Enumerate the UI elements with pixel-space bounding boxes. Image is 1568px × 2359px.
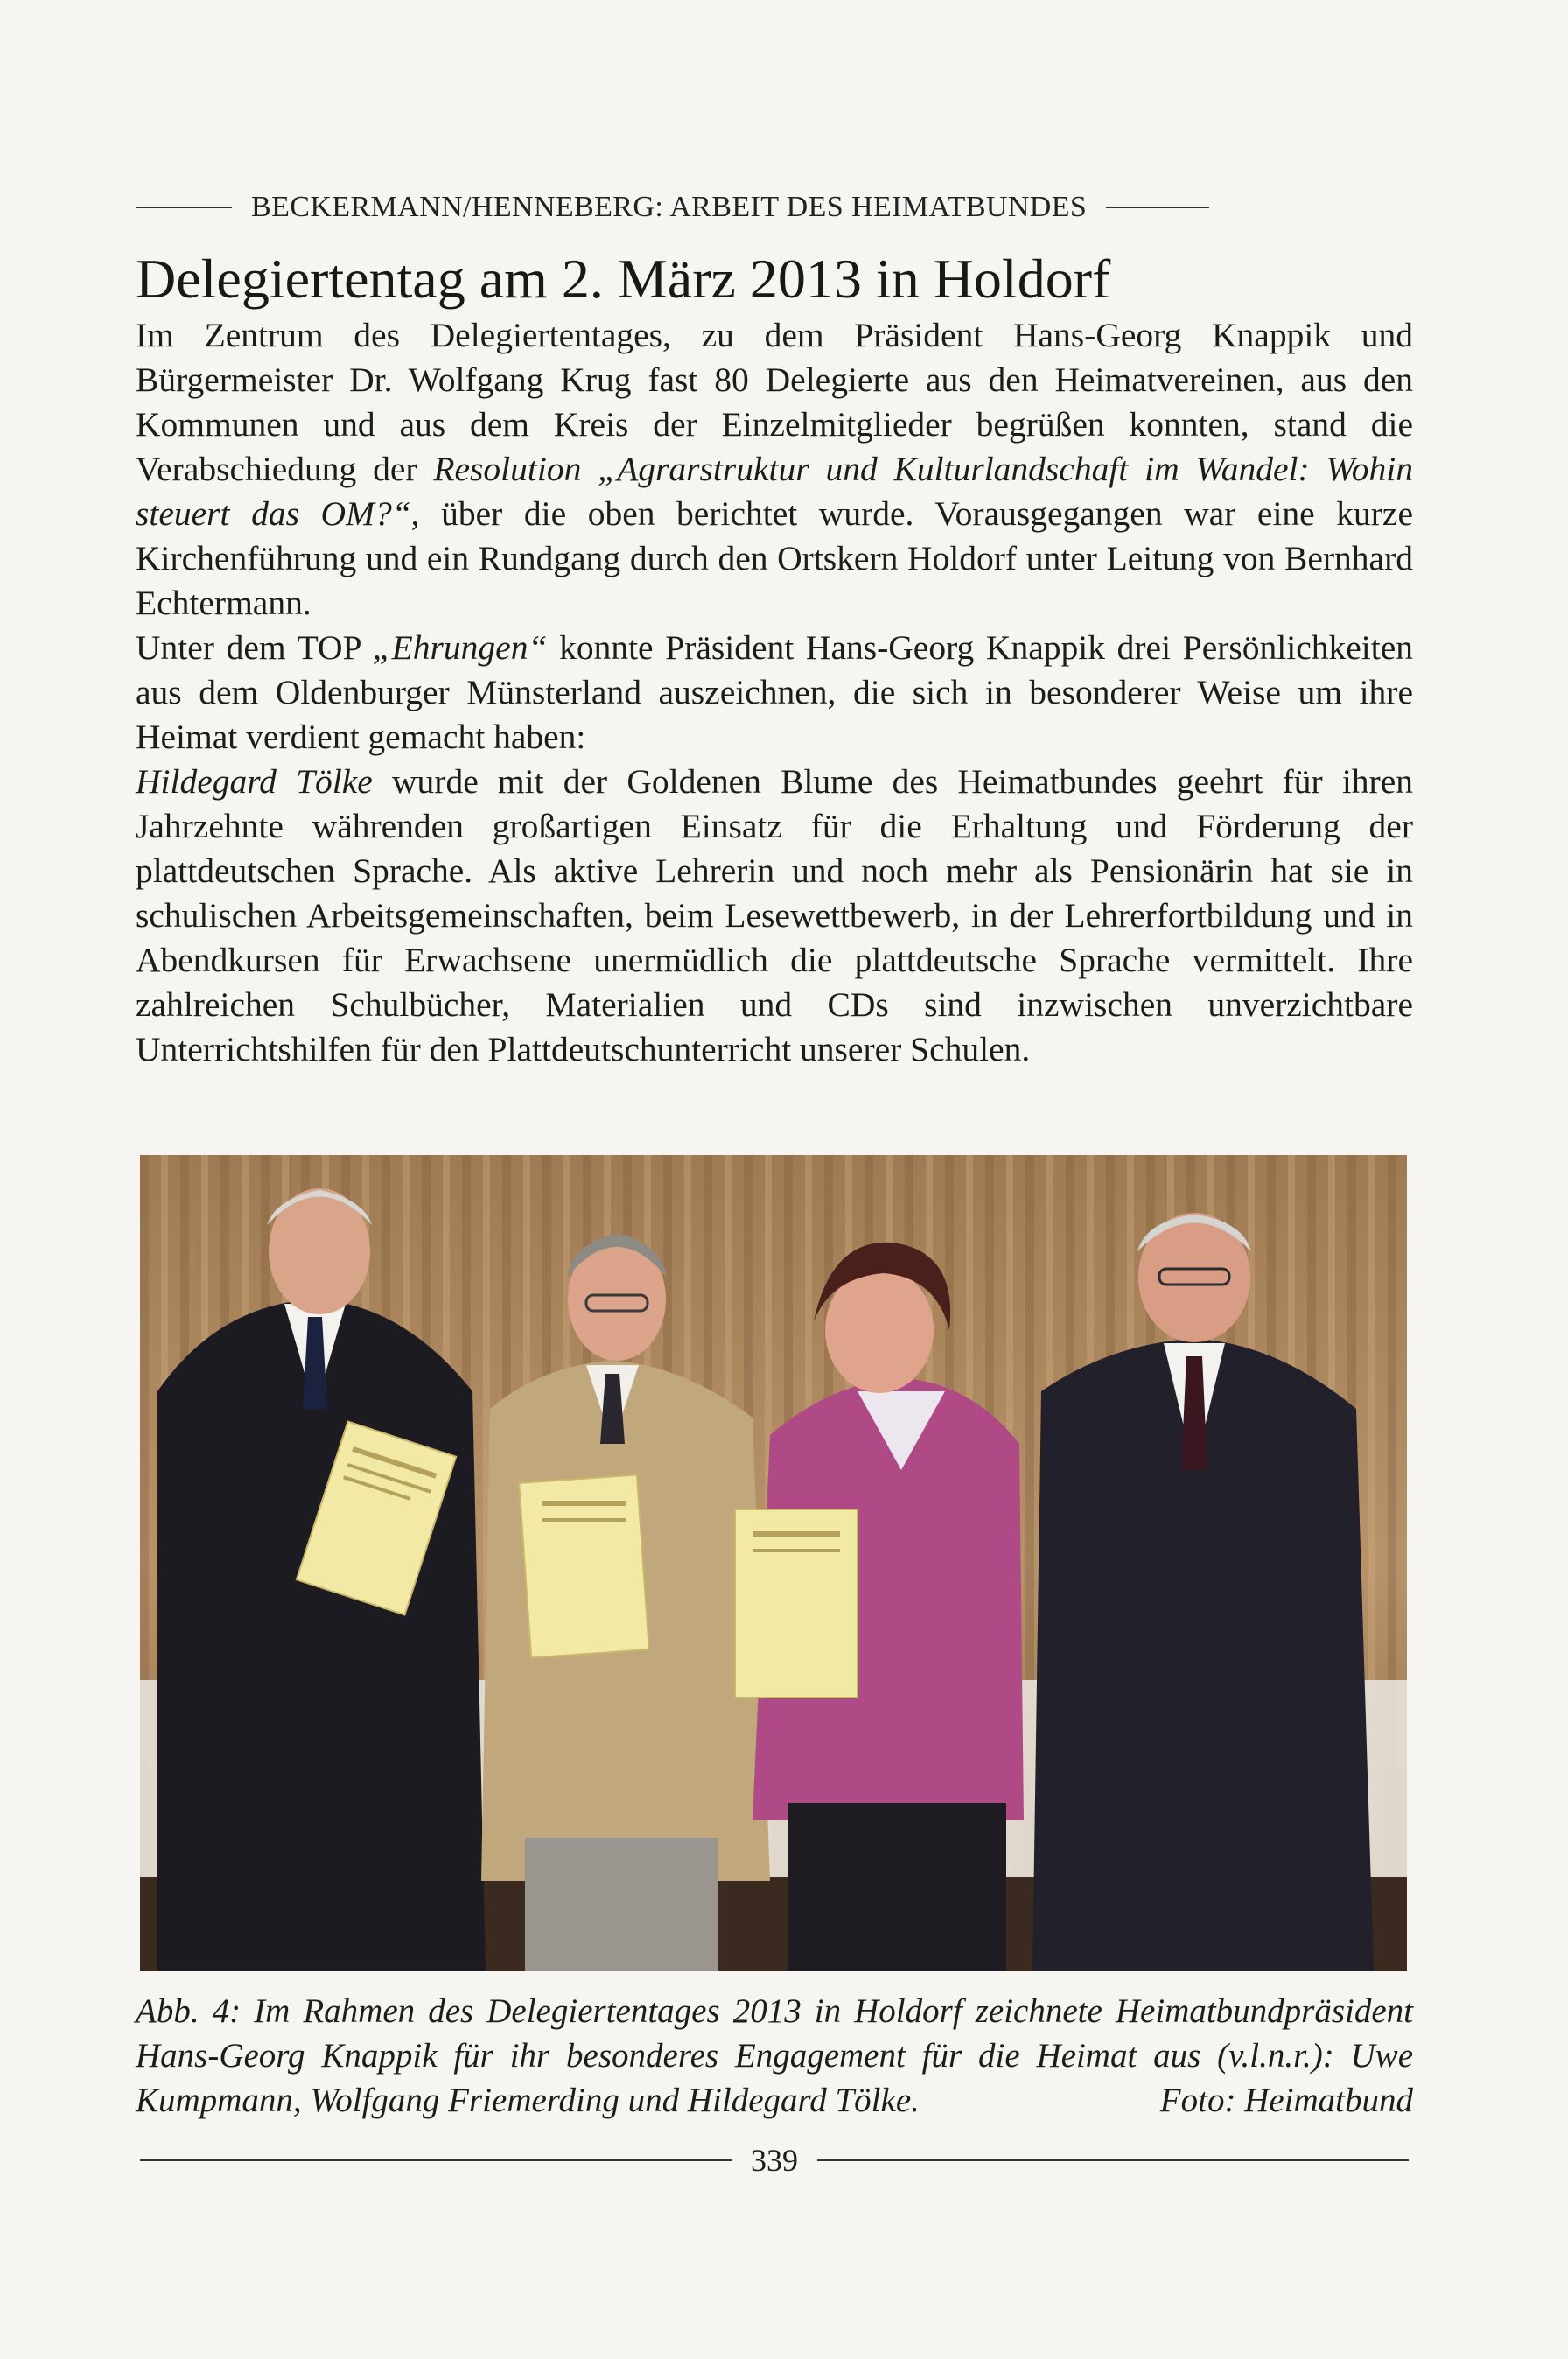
running-head-rule-left (136, 206, 232, 208)
paragraph-ehrungen: Unter dem TOP „Ehrungen“ konnte Präsident Hans-Georg Knappik drei Persönlichkeiten aus dem Oldenburger Münsterland auszeichnen, die sich in besonderer Weise um ihre Heimat verdient gemacht haben: (136, 628, 1413, 756)
award-photo-illustration (140, 1155, 1407, 1971)
photo-caption (136, 1989, 1413, 2123)
article-body (136, 313, 1413, 1072)
honoree-name: Hildegard Tölke (136, 762, 373, 801)
page-number: 339 (751, 2143, 798, 2178)
article-headline: Delegiertentag am 2. März 2013 in Holdorf (136, 248, 1111, 310)
paragraph-toelke: Hildegard Tölke wurde mit der Goldenen Blume des Heimatbundes geehrt für ihren Jahrzehnte währenden großartigen Einsatz für die Erhaltung und Förderung der plattdeutschen Sprache. Als aktive Lehrerin und noch mehr als Pensionärin hat sie in schulischen Arbeitsgemeinschaften, beim Lesewettbewerb, in der Lehrerfortbildung und in Abendkursen für Erwachsene unermüdlich die plattdeutsche Sprache vermittelt. Ihre zahlreichen Schulbücher, Materialien und CDs sind inzwischen unverzichtbare Unterrichtshilfen für den Plattdeutschunterricht unserer Schulen. (136, 762, 1413, 1068)
certificate-2 (519, 1475, 649, 1658)
certificate-3 (735, 1509, 858, 1698)
resolution-title: Resolution „Agrarstruktur und Kulturlandschaft im Wandel: Wohin steuert das OM?“ (136, 450, 1413, 533)
paragraph-delegiertentag: Im Zentrum des Delegiertentages, zu dem Präsident Hans-Georg Knappik und Bürgermeister Dr. Wolfgang Krug fast 80 Delegierte aus den Heimatvereinen, aus den Kommunen und aus dem Kreis der Einzelmitglieder begrüßen konnten, stand die Verabschiedung der Resolution „Agrarstruktur und Kulturlandschaft im Wandel: Wohin steuert das OM?“, über die oben berichtet wurde. Vorausgegangen war eine kurze Kirchenführung und ein Rundgang durch den Ortskern Holdorf unter Leitung von Bernhard Echtermann. (136, 316, 1413, 622)
ehrungen-term: „Ehrungen“ (372, 628, 548, 667)
photo-credit: Foto: Heimatbund (1159, 2082, 1413, 2119)
caption-text: Abb. 4: Im Rahmen des Delegiertentages 2013 in Holdorf zeichnete Heimatbundpräsident Hans-Georg Knappik für ihr besonderes Engagement für die Heimat aus (v.l.n.r.): Uwe Kumpmann, Wolfgang Friemerding und Hildegard Tölke. (136, 1992, 1413, 2119)
running-head (136, 191, 1409, 224)
award-photo (140, 1155, 1407, 1971)
footer-rule-left (140, 2160, 732, 2161)
page-footer (140, 2142, 1409, 2179)
footer-rule-right (817, 2160, 1409, 2161)
running-head-text: BECKERMANN/HENNEBERG: ARBEIT DES HEIMATBUNDES (251, 191, 1088, 223)
running-head-rule-right (1106, 206, 1209, 208)
